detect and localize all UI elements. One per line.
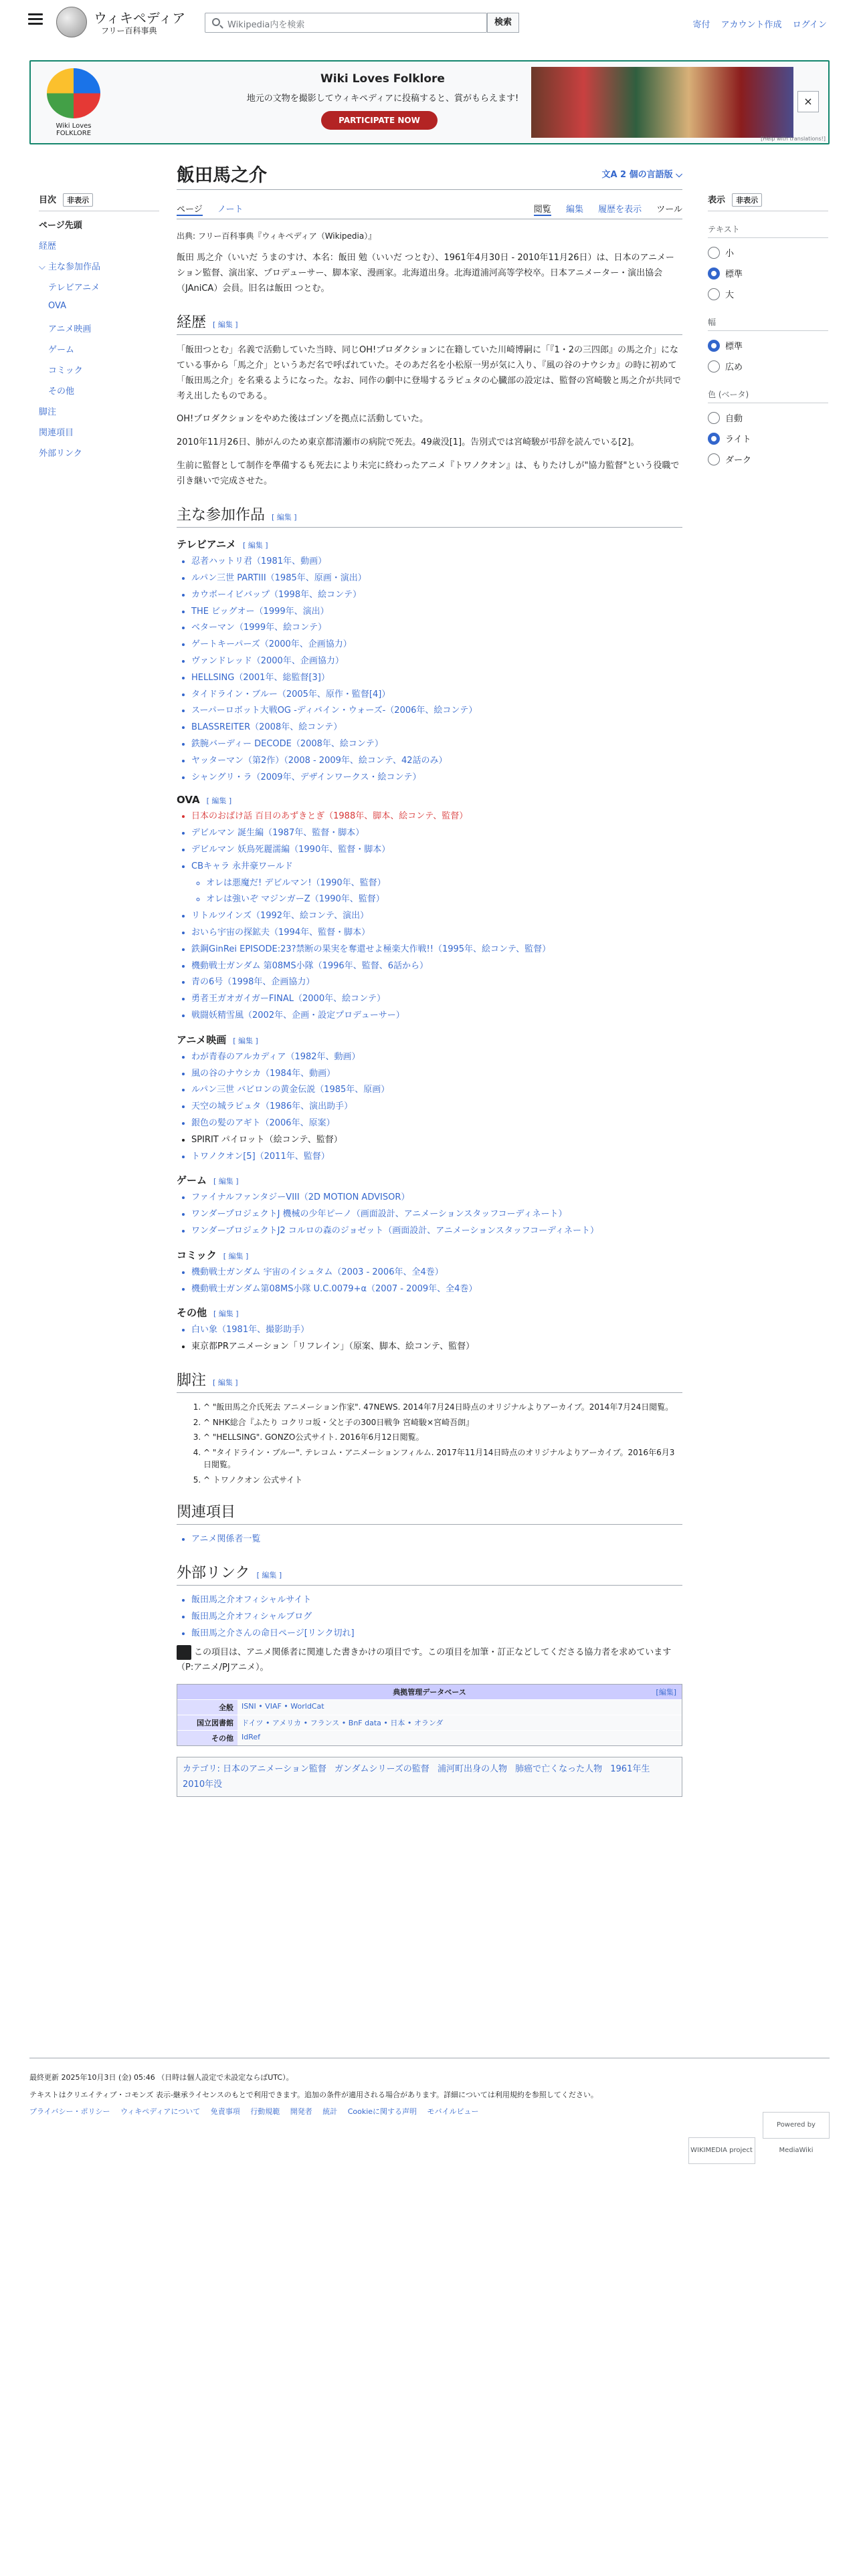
section-notes: 脚注 [ 編集 ] xyxy=(177,1369,682,1393)
list-item[interactable]: • 銀色の髪のアギト（2006年、原案） xyxy=(191,1117,682,1131)
list-item[interactable]: • 飯田馬之介さんの命日ページ[リンク切れ] xyxy=(191,1627,682,1641)
career-paragraph: 生前に監督として制作を準備するも死去により未完に終わったアニメ『トワノクオン』は、もりたけしが"協力監督"という役職で引き継いで完成させた。 xyxy=(177,460,680,486)
list-item[interactable]: • 忍者ハットリ君（1981年、動画） xyxy=(191,555,682,569)
edit-link[interactable]: [ 編集 ] xyxy=(223,1251,249,1261)
translate-icon: 文A xyxy=(601,170,621,180)
edit-link[interactable]: [ 編集 ] xyxy=(233,1036,258,1045)
other-list xyxy=(191,1323,682,1354)
category-link[interactable]: 2010年没 xyxy=(183,1780,223,1790)
list-item[interactable]: • おいら宇宙の探鉱夫（1994年、監督・脚本） xyxy=(191,926,682,940)
chevron-down-icon[interactable]: ⌵ xyxy=(39,262,48,272)
width-label: 幅 xyxy=(708,316,828,331)
footer-badges xyxy=(683,2112,830,2164)
banner-title: Wiki Loves Folklore xyxy=(320,72,445,86)
edit-link[interactable]: [ 編集 ] xyxy=(206,796,232,806)
width-standard-radio[interactable]: 標準 xyxy=(708,335,828,356)
donate-link[interactable]: 寄付 xyxy=(692,20,710,30)
tab-tools[interactable]: ツール xyxy=(656,205,682,215)
category-link[interactable]: 1961年生 xyxy=(610,1763,650,1774)
list-item[interactable]: • BLASSREITER（2008年、絵コンテ） xyxy=(191,721,682,735)
list-item[interactable]: • ファイナルファンタジーVIII（2D MOTION ADVISOR） xyxy=(191,1191,682,1205)
list-item[interactable]: • リトルツインズ（1992年、絵コンテ、演出） xyxy=(191,909,682,924)
list-item[interactable]: • 戦闘妖精雪風（2002年、企画・設定プロデューサー） xyxy=(191,1009,682,1023)
create-account-link[interactable]: アカウント作成 xyxy=(721,20,782,30)
list-item[interactable]: • ワンダープロジェクトJ 機械の少年ピーノ（画面設計、アニメーションスタッフコーディネート） xyxy=(191,1208,682,1222)
edit-link[interactable]: [ 編集 ] xyxy=(272,513,297,522)
last-updated: 最終更新 2025年10月3日 (金) 05:46 （日時は個人設定で未設定ならばUTC）。 xyxy=(29,2073,294,2082)
list-item[interactable]: • ゲートキーパーズ（2000年、企画協力） xyxy=(191,638,682,652)
list-item[interactable]: • ルパン三世 バビロンの黄金伝説（1985年、原画） xyxy=(191,1083,682,1097)
footnote[interactable]: 3. ^ "HELLSING". GONZO公式サイト. 2016年6月12日閲覧。 xyxy=(203,1431,682,1444)
subsection-other: その他 [ 編集 ] xyxy=(177,1307,239,1319)
edit-link[interactable]: [ 編集 ] xyxy=(213,320,238,330)
edit-link[interactable]: [ 編集 ] xyxy=(242,541,268,550)
text-size-label: テキスト xyxy=(708,223,828,238)
text-size-small-radio[interactable]: 小 xyxy=(708,242,828,263)
list-item[interactable]: • トワノクオン[5]（2011年、監督） xyxy=(191,1150,682,1164)
user-links xyxy=(684,17,827,30)
footer-link[interactable]: ウィキペディアについて xyxy=(120,2107,201,2117)
list-item[interactable]: • 機動戦士ガンダム第08MS小隊 U.C.0079+α（2007 - 2009年、全4巻） xyxy=(191,1283,682,1297)
toc-item-tv[interactable]: テレビアニメ xyxy=(48,283,100,293)
authority-links[interactable]: IdRef xyxy=(237,1731,682,1745)
subsection-game: ゲーム [ 編集 ] xyxy=(177,1174,239,1187)
list-item[interactable]: • 鉄鋼GinRei EPISODE:23?禁断の果実を奪還せよ極楽大作戦!!（1995年、絵コンテ、監督） xyxy=(191,943,682,957)
category-link[interactable]: 浦河町出身の人物 xyxy=(437,1763,507,1774)
list-item[interactable]: • デビルマン 誕生編（1987年、監督・脚本） xyxy=(191,827,682,841)
toc-item-ova[interactable]: OVA xyxy=(48,301,66,311)
section-works: 主な参加作品 [ 編集 ] xyxy=(177,504,682,528)
list-item[interactable]: • 機動戦士ガンダム 宇宙のイシュタム（2003 - 2006年、全4巻） xyxy=(191,1266,682,1280)
list-item[interactable]: • 飯田馬之介オフィシャルブログ xyxy=(191,1610,682,1624)
list-item[interactable]: • カウボーイビバップ（1998年、絵コンテ） xyxy=(191,588,682,603)
source-line: 出典: フリー百科事典『ウィキペディア（Wikipedia）』 xyxy=(177,231,377,241)
footer-link[interactable]: Cookieに関する声明 xyxy=(347,2107,417,2117)
toc-item-top[interactable]: ページ先頭 xyxy=(39,221,82,231)
edit-link[interactable]: [ 編集 ] xyxy=(213,1378,238,1387)
list-item[interactable]: • 機動戦士ガンダム 第08MS小隊（1996年、監督、6話から） xyxy=(191,960,682,974)
footer-link[interactable]: 統計 xyxy=(322,2107,338,2117)
edit-link[interactable]: [ 編集 ] xyxy=(256,1571,282,1580)
list-item[interactable]: • 日本のおばけ話 百目のあずきとぎ（1988年、脚本、絵コンテ、監督） xyxy=(191,810,682,824)
list-item[interactable]: • ベターマン（1999年、絵コンテ） xyxy=(191,621,682,635)
list-item[interactable]: • ヤッターマン（第2作）（2008 - 2009年、絵コンテ、42話のみ） xyxy=(191,754,682,768)
wikipedia-logo-icon[interactable] xyxy=(56,7,87,37)
lead-paragraph: 飯田 馬之介（いいだ うまのすけ、本名：飯田 勉（いいだ つとむ）、1961年4月30日 - 2010年11月26日）は、日本のアニメーション監督、演出家、プロデューサー、脚本家、漫画家。北海道出身。北海道浦河高等学校卒。日本アニメーター・演出協会（JAniCA）会員。旧名は飯田 つとむ。 xyxy=(177,253,674,294)
list-item[interactable]: • CBキャラ 永井豪ワールド ◦ オレは悪魔だ! デビルマン!（1990年、監督） ◦ オレは強いぞ マジンガーZ（1990年、監督） xyxy=(191,860,682,907)
authority-edit-link[interactable]: [編集] xyxy=(656,1687,676,1697)
section-career: 経歴 [ 編集 ] xyxy=(177,311,682,335)
film-list xyxy=(191,1051,682,1164)
category-link[interactable]: カテゴリ: 日本のアニメーション監督 xyxy=(183,1763,326,1774)
list-item[interactable]: • ヴァンドレッド（2000年、企画協力） xyxy=(191,655,682,669)
list-item[interactable]: • 天空の城ラピュタ（1986年、演出助手） xyxy=(191,1100,682,1114)
campaign-banner xyxy=(29,60,830,144)
list-item[interactable]: • デビルマン 妖鳥死麗濡編（1990年、監督・脚本） xyxy=(191,843,682,857)
list-item[interactable]: • 飯田馬之介オフィシャルサイト xyxy=(191,1594,682,1608)
list-item[interactable]: • 勇者王ガオガイガーFINAL（2000年、絵コンテ） xyxy=(191,992,682,1006)
film-icon xyxy=(177,1645,191,1660)
text-size-standard-radio[interactable]: 標準 xyxy=(708,263,828,284)
list-item: • SPIRIT パイロット（絵コンテ、監督） xyxy=(191,1134,682,1148)
table-of-contents xyxy=(39,193,159,467)
list-item[interactable]: • シャングリ・ラ（2009年、デザインワークス・絵コンテ） xyxy=(191,771,682,785)
ova-list xyxy=(191,810,682,1023)
authority-links[interactable]: ISNI • VIAF • WorldCat xyxy=(237,1700,682,1715)
login-link[interactable]: ログイン xyxy=(792,20,827,30)
career-paragraph: 2010年11月26日、肺がんのため東京都清瀬市の病院で死去。49歳没[1]。告別式では宮崎駿が弔辞を読んでいる[2]。 xyxy=(177,437,640,447)
list-item[interactable]: • ワンダープロジェクトJ2 コルロの森のジョゼット（画面設計、アニメーションスタッフコーディネート） xyxy=(191,1224,682,1239)
list-item[interactable]: ◦ オレは悪魔だ! デビルマン!（1990年、監督） xyxy=(206,877,682,891)
category-links xyxy=(177,1757,682,1798)
search-input[interactable]: Wikipedia内を検索 xyxy=(205,13,487,33)
section-external: 外部リンク [ 編集 ] xyxy=(177,1562,682,1586)
list-item[interactable]: • スーパーロボット大戦OG -ディバイン・ウォーズ-（2006年、絵コンテ） xyxy=(191,704,682,718)
footnote[interactable]: 5. ^ トワノクオン 公式サイト xyxy=(203,1474,682,1487)
list-item[interactable]: • わが青春のアルカディア（1982年、動画） xyxy=(191,1051,682,1065)
toc-item-game[interactable]: ゲーム xyxy=(48,345,75,355)
authority-title[interactable]: 典拠管理データベース xyxy=(393,1687,466,1697)
footer-link[interactable]: 行動規範 xyxy=(250,2107,280,2117)
career-paragraph: 「飯田つとむ」名義で活動していた当時、同じOH!プロダクションに在籍していた川崎博嗣に「『1・2の三四郎』の馬之介」になている事から「馬之介」というあだ名で呼ばれていた。そのあだ名を小松原一男が気に入り、『風の谷のナウシカ』の時に初めて「飯田馬之介」を名乗るようになった。なお、同作の劇中に登場するラピュタの心臓部の設定は、監督の宮崎駿と馬之介が共同で考え出したものである。 xyxy=(177,345,682,401)
tab-read[interactable]: 閲覧 xyxy=(533,205,551,215)
list-item[interactable]: • HELLSING（2001年、総監督[3]） xyxy=(191,671,682,685)
text-size-large-radio[interactable]: 大 xyxy=(708,284,828,304)
list-item: • 東京都PRアニメーション「リフレイン」（原案、脚本、絵コンテ、監督） xyxy=(191,1340,682,1354)
toc-item-comic[interactable]: コミック xyxy=(48,366,83,376)
width-wide-radio[interactable]: 広め xyxy=(708,356,828,377)
tagline: フリー百科事典 xyxy=(101,26,157,35)
language-button[interactable]: 文A 2 個の言語版 ⌵ xyxy=(601,170,682,180)
section-related: 関連項目 xyxy=(177,1501,682,1525)
appearance-hide-button[interactable]: 非表示 xyxy=(732,193,762,207)
translation-help-link[interactable]: [Help with translations!] xyxy=(761,136,826,142)
mediawiki-badge[interactable]: Powered by MediaWiki xyxy=(763,2112,830,2139)
list-item[interactable]: • タイドライン・ブルー（2005年、原作・監督[4]） xyxy=(191,688,682,702)
color-label: 色 (ベータ) xyxy=(708,389,828,403)
footer-link[interactable]: モバイルビュー xyxy=(427,2107,479,2117)
game-list xyxy=(191,1191,682,1238)
page-tabs xyxy=(177,197,682,219)
toc-hide-button[interactable]: 非表示 xyxy=(63,193,93,207)
subsection-comic: コミック [ 編集 ] xyxy=(177,1249,249,1261)
participate-button[interactable]: PARTICIPATE NOW xyxy=(321,111,438,130)
toc-item-other[interactable]: その他 xyxy=(48,387,75,397)
related-list xyxy=(191,1533,682,1547)
appearance-title: 表示 非表示 xyxy=(708,193,828,211)
article-content xyxy=(177,160,682,1797)
subsection-film: アニメ映画 [ 編集 ] xyxy=(177,1033,258,1046)
edit-link[interactable]: [ 編集 ] xyxy=(213,1309,239,1319)
search-icon xyxy=(212,18,220,26)
list-item[interactable]: • THE ビッグオー（1999年、演出） xyxy=(191,605,682,619)
list-item[interactable]: • 白い象（1981年、撮影助手） xyxy=(191,1323,682,1337)
footer-link[interactable]: プライバシー・ポリシー xyxy=(29,2107,110,2117)
list-item[interactable]: • 鉄腕バーディー DECODE（2008年、絵コンテ） xyxy=(191,738,682,752)
toc-item-career[interactable]: 経歴 xyxy=(39,241,57,251)
color-light-radio[interactable]: ライト xyxy=(708,428,828,449)
category-link[interactable]: 肺癌で亡くなった人物 xyxy=(515,1763,603,1774)
stub-notice: この項目は、アニメ関係者に関連した書きかけの項目です。この項目を加筆・訂正などしてくださる協力者を求めています（P:アニメ/PJアニメ）。 xyxy=(177,1645,682,1676)
close-icon[interactable]: × xyxy=(797,91,819,112)
color-dark-radio[interactable]: ダーク xyxy=(708,449,828,469)
category-link[interactable]: ガンダムシリーズの監督 xyxy=(334,1763,430,1774)
wikimedia-badge[interactable]: WIKIMEDIA project xyxy=(688,2137,755,2164)
list-item[interactable]: • 青の6号（1998年、企画協力） xyxy=(191,976,682,990)
toc-item-film[interactable]: アニメ映画 xyxy=(48,324,92,334)
color-auto-radio[interactable]: 自動 xyxy=(708,407,828,428)
toc-item-related[interactable]: 関連項目 xyxy=(39,428,74,438)
footer-link[interactable]: 免責事項 xyxy=(210,2107,240,2117)
tab-page[interactable]: ページ xyxy=(177,205,203,215)
hamburger-menu-icon[interactable] xyxy=(28,13,43,25)
footer-link[interactable]: 開発者 xyxy=(290,2107,312,2117)
search-button[interactable]: 検索 xyxy=(487,13,519,33)
footnote[interactable]: 4. ^ "タイドライン・ブルー". テレコム・アニメーションフィルム. 2017年11月14日時点のオリジナルよりアーカイブ。2016年6月3日閲覧。 xyxy=(203,1446,682,1471)
toc-item-works[interactable]: ⌵ 主な参加作品 xyxy=(39,262,101,272)
toc-title: 目次 非表示 xyxy=(39,193,159,211)
list-item[interactable]: • アニメ関係者一覧 xyxy=(191,1533,682,1547)
subsection-tv: テレビアニメ [ 編集 ] xyxy=(177,538,268,551)
tab-edit[interactable]: 編集 xyxy=(565,205,583,215)
list-item[interactable]: • ルパン三世 PARTIII（1985年、原画・演出） xyxy=(191,572,682,586)
banner-subtitle: 地元の文物を撮影してウィキペディアに投稿すると、賞がもらえます! xyxy=(246,94,519,104)
career-paragraph: OH!プロダクションをやめた後はゴンゾを拠点に活動していた。 xyxy=(177,414,428,425)
external-links-list xyxy=(191,1594,682,1640)
authority-control: 典拠管理データベース [編集] 全般 ISNI • VIAF • WorldCat 国立図書館 ドイツ • アメリカ • フランス • BnF data • 日本 • オランダ その他 IdRef xyxy=(177,1684,682,1746)
subsection-ova: OVA [ 編集 ] xyxy=(177,794,232,807)
comic-list xyxy=(191,1266,682,1297)
list-item[interactable]: ◦ オレは強いぞ マジンガーZ（1990年、監督） xyxy=(206,893,682,907)
wordmark[interactable]: ウィキペディア xyxy=(94,10,186,26)
toc-item-external[interactable]: 外部リンク xyxy=(39,449,82,459)
footnote[interactable]: 2. ^ NHK総合『ふたり コクリコ坂・父と子の300日戦争 宮崎駿×宮崎吾朗』 xyxy=(203,1416,682,1429)
footnote[interactable]: 1. ^ "飯田馬之介氏死去 アニメーション作家". 47NEWS. 2014年7月24日時点のオリジナルよりアーカイブ。2014年7月24日閲覧。 xyxy=(203,1401,682,1414)
wiki-loves-folklore-logo: Wiki Loves FOLKLORE xyxy=(47,68,100,135)
list-item[interactable]: • 風の谷のナウシカ（1984年、動画） xyxy=(191,1067,682,1081)
appearance-panel xyxy=(708,193,828,469)
notes-list xyxy=(203,1401,682,1487)
folklore-photo xyxy=(531,67,793,138)
license-text: テキストはクリエイティブ・コモンズ 表示-継承ライセンスのもとで利用できます。追加の条件が適用される場合があります。詳細については利用規約を参照してください。 xyxy=(29,2090,598,2099)
tab-talk[interactable]: ノート xyxy=(217,205,244,215)
tv-list xyxy=(191,555,682,784)
edit-link[interactable]: [ 編集 ] xyxy=(213,1177,239,1186)
page-footer xyxy=(29,2058,830,2154)
tab-history[interactable]: 履歴を表示 xyxy=(598,205,642,215)
page-title: 飯田馬之介 xyxy=(177,160,682,190)
authority-links[interactable]: ドイツ • アメリカ • フランス • BnF data • 日本 • オランダ xyxy=(237,1715,682,1730)
site-header xyxy=(0,0,859,45)
toc-item-notes[interactable]: 脚注 xyxy=(39,407,57,417)
